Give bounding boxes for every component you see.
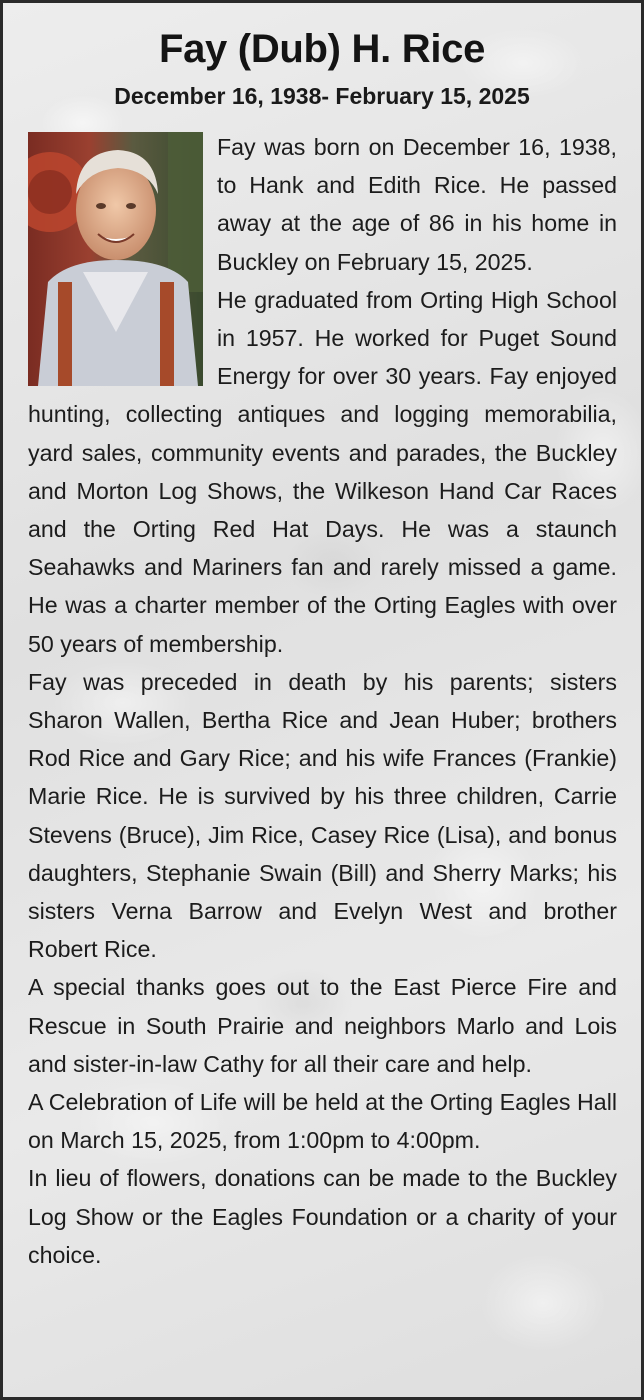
paragraph-birth: Fay was born on December 16, 1938, to Hank and Edith Rice. He passed away at the age of 86 in his home in Buckley on February 15, 2025.: [217, 134, 617, 275]
life-dates: December 16, 1938- February 15, 2025: [114, 83, 530, 109]
portrait-photo: [28, 132, 203, 386]
paragraph-thanks: A special thanks goes out to the East Pierce Fire and Rescue in South Prairie and neighbors Marlo and Lois and sister-in-law Cathy for all their care and help.: [28, 974, 617, 1077]
obituary-title: Fay (Dub) H. Rice: [158, 27, 486, 71]
paragraph-family: Fay was preceded in death by his parents; sisters Sharon Wallen, Bertha Rice and Jean Huber; brothers Rod Rice and Gary Rice; and his wife Frances (Frankie) Marie Rice. He is survived by his three children, Carrie Stevens (Bruce), Jim Rice, Casey Rice (Lisa), and bonus daughters, Stephanie Swain (Bill) and Sherry Marks; his sisters Verna Barrow and Evelyn West and brother Robert Rice.: [28, 668, 617, 963]
obituary-body: [28, 128, 617, 1274]
portrait-illustration: [28, 132, 203, 386]
paragraph-donations: In lieu of flowers, donations can be made to the Buckley Log Show or the Eagles Foundation or a charity of your choice.: [28, 1165, 617, 1268]
paragraph-life: He graduated from Orting High School in 1957. He worked for Puget Sound Energy for over 30 years. Fay enjoyed hunting, collecting antiques and logging memorabilia, yard sales, community events and parades, the Buckley and Morton Log Shows, the Wilkeson Hand Car Races and the Orting Red Hat Days. He was a staunch Seahawks and Mariners fan and rarely missed a game. He was a charter member of the Orting Eagles with over 50 years of membership.: [28, 286, 617, 657]
paragraph-celebration: A Celebration of Life will be held at the Orting Eagles Hall on March 15, 2025, from 1:00pm to 4:00pm.: [28, 1089, 617, 1154]
